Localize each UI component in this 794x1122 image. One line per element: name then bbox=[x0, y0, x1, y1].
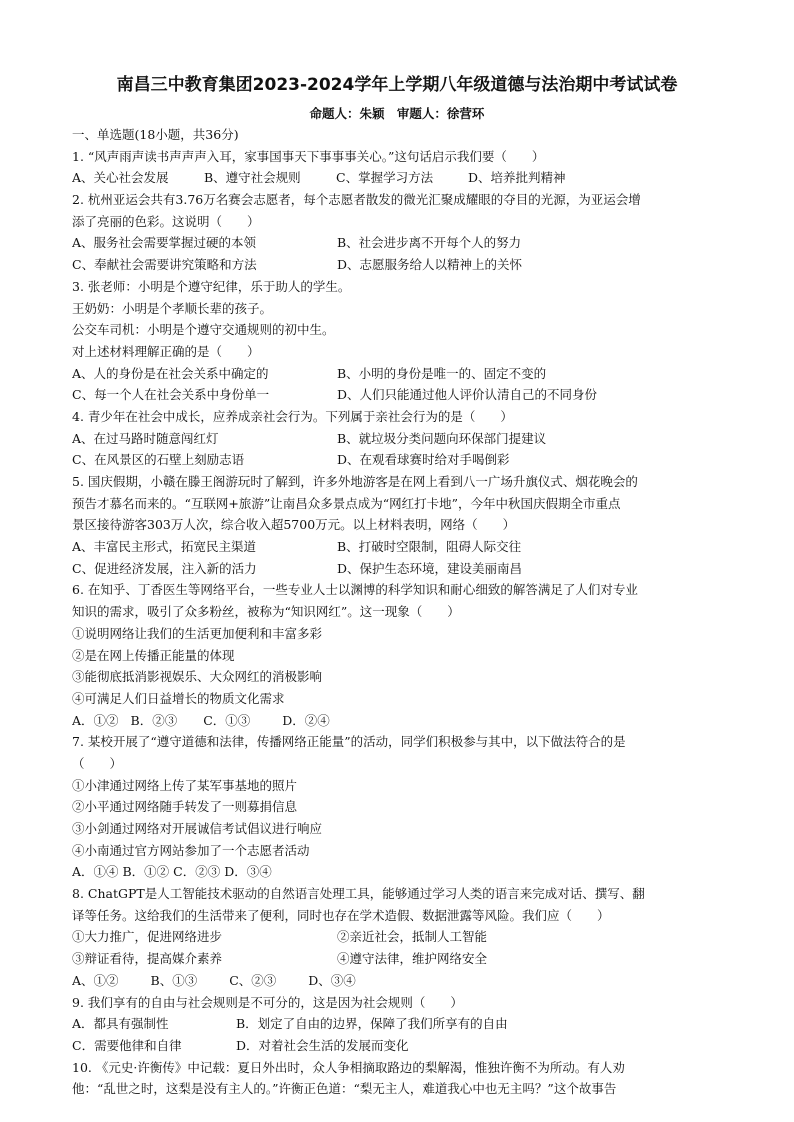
option-d: D、培养批判精神 bbox=[468, 170, 566, 186]
question-text: 2. 杭州亚运会共有3.76万名赛会志愿者，每个志愿者散发的微光汇聚成耀眼的夺目的光源，为亚运会增 bbox=[72, 192, 641, 208]
statement-3: ③辩证看待，提高媒介素养 bbox=[72, 951, 223, 967]
question-text: 预告才慕名而来的。“互联网+旅游”让南昌众多景点成为“网红打卡地”，今年中秋国庆假期全市重点 bbox=[72, 495, 621, 511]
statement-2: ②亲近社会，抵制人工智能 bbox=[337, 929, 488, 945]
option-a: A、服务社会需要掌握过硬的本领 bbox=[72, 235, 257, 251]
option-b: B、小明的身份是唯一的、固定不变的 bbox=[337, 365, 547, 381]
option-b: B、就垃圾分类问题向环保部门提建议 bbox=[337, 430, 547, 446]
option-d: D、在观看球赛时给对手喝倒彩 bbox=[337, 452, 510, 468]
option-a: A、在过马路时随意闯红灯 bbox=[72, 430, 219, 446]
option-a: A、关心社会发展 bbox=[72, 170, 169, 186]
question-9 bbox=[72, 992, 722, 1057]
exam-title: 南昌三中教育集团2023-2024学年上学期八年级道德与法治期中考试试卷 bbox=[116, 75, 678, 95]
statement-3: ③小剑通过网络对开展诚信考试倡议进行响应 bbox=[72, 821, 323, 836]
question-6 bbox=[72, 579, 722, 731]
options-row bbox=[72, 536, 722, 558]
option-c: C、每一个人在社会关系中身份单一 bbox=[72, 387, 270, 403]
statement-2: ②是在网上传播正能量的体现 bbox=[72, 647, 235, 663]
question-text: 他：“乱世之时，这梨是没有主人的。”许衡正色道：“梨无主人，难道我心中也无主吗？”这个故事告 bbox=[72, 1081, 617, 1097]
option-c: C、掌握学习方法 bbox=[336, 170, 434, 186]
statement-1: ①小津通过网络上传了某军事基地的照片 bbox=[72, 777, 298, 793]
question-text: 知识的需求，吸引了众多粉丝，被称为“知识网红”。这一现象（ ） bbox=[72, 604, 460, 620]
question-3 bbox=[72, 276, 722, 406]
option-b: B．②③ bbox=[130, 712, 178, 728]
options-row bbox=[72, 1035, 722, 1057]
author-line bbox=[0, 104, 794, 122]
option-a: A、丰富民主形式，拓宽民主渠道 bbox=[72, 539, 257, 555]
reviewer-name: 审题人：徐营环 bbox=[396, 106, 485, 121]
option-b: B、打破时空限制，阻碍人际交往 bbox=[337, 539, 522, 555]
option-d: D、保护生态环境，建设美丽南昌 bbox=[337, 560, 523, 576]
question-text: 景区接待游客303万人次，综合收入超5700万元。以上材料表明，网络（ ） bbox=[72, 517, 516, 533]
option-b: B．划定了自由的边界，保障了我们所享有的自由 bbox=[236, 1016, 508, 1032]
options-row bbox=[72, 232, 722, 254]
options-row bbox=[72, 449, 722, 471]
question-text: 译等任务。这给我们的生活带来了便利，同时也存在学术造假、数据泄露等风险。我们应（ ） bbox=[72, 907, 610, 923]
question-1 bbox=[72, 146, 722, 189]
statement-2: ②小平通过网络随手转发了一则募捐信息 bbox=[72, 799, 298, 815]
option-a: A．①② bbox=[72, 712, 119, 728]
option-b: B、遵守社会规则 bbox=[204, 170, 301, 186]
option-c: C、促进经济发展，注入新的活力 bbox=[72, 560, 257, 576]
statements-row bbox=[72, 948, 722, 970]
options-row bbox=[72, 384, 722, 406]
options-row bbox=[72, 1013, 722, 1035]
option-d: D．对着社会生活的发展而变化 bbox=[236, 1037, 409, 1053]
question-text: 8. ChatGPT是人工智能技术驱动的自然语言处理工具，能够通过学习人类的语言来完成对话、撰写、翻 bbox=[72, 886, 645, 902]
question-text: （ ） bbox=[72, 755, 123, 771]
question-text: 6. 在知乎、丁香医生等网络平台，一些专业人士以渊博的科学知识和耐心细致的解答满足了人们对专业 bbox=[72, 582, 638, 598]
statement-4: ④小南通过官方网站参加了一个志愿者活动 bbox=[72, 842, 310, 858]
author-name: 命题人：朱颖 bbox=[309, 106, 385, 121]
question-2 bbox=[72, 189, 722, 276]
exam-body bbox=[72, 124, 722, 1100]
question-8 bbox=[72, 883, 722, 991]
question-text: 公交车司机：小明是个遵守交通规则的初中生。 bbox=[72, 322, 335, 338]
option-a: A．都具有强制性 bbox=[72, 1016, 169, 1032]
question-text: 4. 青少年在社会中成长，应养成亲社会行为。下列属于亲社会行为的是（ ） bbox=[72, 408, 513, 424]
question-text: 3. 张老师：小明是个遵守纪律，乐于助人的学生。 bbox=[72, 278, 351, 294]
option-b: B、社会进步离不开每个人的努力 bbox=[337, 235, 522, 251]
option-d: D、志愿服务给人以精神上的关怀 bbox=[337, 257, 523, 273]
option-a: A、人的身份是在社会关系中确定的 bbox=[72, 365, 269, 381]
question-text: 10. 《元史·许衡传》中记载：夏日外出时，众人争相摘取路边的梨解渴，惟独许衡不为所动。有人劝 bbox=[72, 1059, 625, 1075]
options-row bbox=[72, 710, 722, 732]
question-7 bbox=[72, 731, 722, 883]
options-row: A．①④ B．①② C．②③ D．③④ bbox=[72, 864, 272, 880]
statement-4: ④可满足人们日益增长的物质文化需求 bbox=[72, 690, 285, 706]
option-a: A、①② bbox=[72, 972, 119, 988]
question-text: 添了亮丽的色彩。这说明（ ） bbox=[72, 213, 260, 229]
question-4 bbox=[72, 406, 722, 471]
option-c: C、奉献社会需要讲究策略和方法 bbox=[72, 257, 257, 273]
question-text: 7. 某校开展了“遵守道德和法律，传播网络正能量”的活动，同学们积极参与其中，以下做法符合的是 bbox=[72, 734, 626, 750]
question-text: 1. “风声雨声读书声声声入耳，家事国事天下事事事关心。”这句话启示我们要（ ） bbox=[72, 148, 545, 164]
options-row bbox=[72, 363, 722, 385]
question-text: 对上述材料理解正确的是（ ） bbox=[72, 343, 260, 359]
statement-4: ④遵守法律，维护网络安全 bbox=[337, 951, 488, 967]
option-c: C．需要他律和自律 bbox=[72, 1037, 182, 1053]
options-row bbox=[72, 167, 722, 189]
question-text: 王奶奶：小明是个孝顺长辈的孩子。 bbox=[72, 300, 273, 316]
statement-1: ①说明网络让我们的生活更加便利和丰富多彩 bbox=[72, 625, 323, 641]
option-c: C、②③ bbox=[229, 972, 277, 988]
options-row bbox=[72, 558, 722, 580]
statement-3: ③能彻底抵消影视娱乐、大众网红的消极影响 bbox=[72, 669, 323, 685]
option-d: D、人们只能通过他人评价认清自己的不同身份 bbox=[337, 387, 598, 403]
option-c: C、在风景区的石壁上刻励志语 bbox=[72, 452, 245, 468]
option-d: D．②④ bbox=[282, 712, 330, 728]
options-row bbox=[72, 254, 722, 276]
option-b: B、①③ bbox=[150, 972, 198, 988]
option-c: C．①③ bbox=[203, 712, 251, 728]
question-10 bbox=[72, 1057, 722, 1100]
section-heading: 一、单选题(18小题，共36分) bbox=[72, 127, 239, 142]
option-d: D、③④ bbox=[308, 972, 356, 988]
question-text: 5. 国庆假期，小赣在滕王阁游玩时了解到，许多外地游客是在网上看到八一广场升旗仪式、烟花晚会的 bbox=[72, 474, 638, 489]
statements-row bbox=[72, 926, 722, 948]
options-row bbox=[72, 428, 722, 450]
statement-1: ①大力推广，促进网络进步 bbox=[72, 929, 223, 945]
question-5 bbox=[72, 471, 722, 579]
options-row bbox=[72, 970, 722, 992]
question-text: 9. 我们享有的自由与社会规则是不可分的，这是因为社会规则（ ） bbox=[72, 994, 463, 1010]
